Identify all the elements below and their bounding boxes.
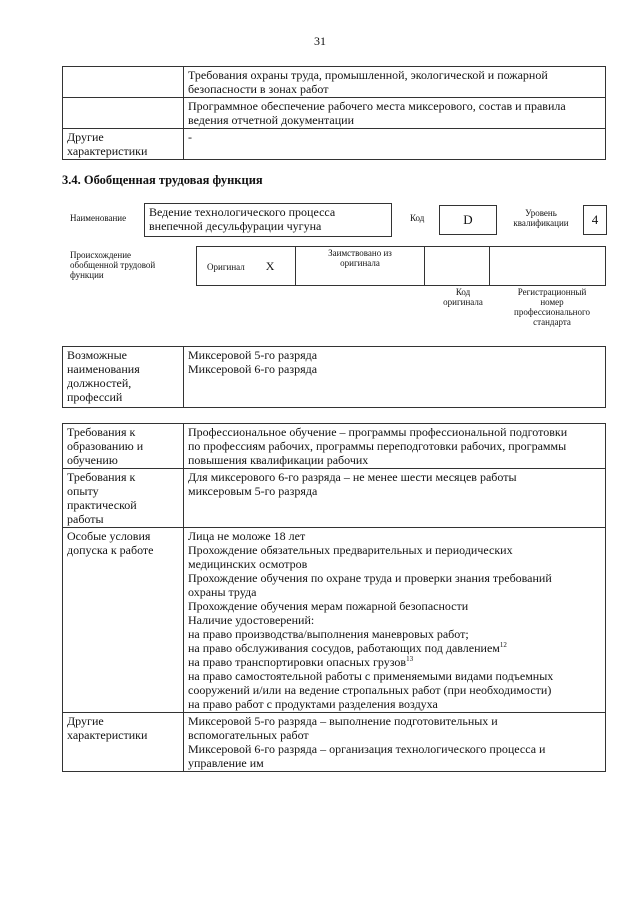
text-line: Ведение технологического процесса	[149, 205, 336, 219]
text-line: профессионального	[514, 307, 590, 317]
origin-label	[70, 250, 155, 280]
text-line: повышения квалификации рабочих	[188, 453, 369, 467]
text-line: образованию и	[67, 439, 144, 453]
text-line: практической	[67, 498, 137, 512]
original-cell	[197, 247, 296, 286]
footnote-ref: 12	[499, 641, 507, 649]
text-line: Заимствовано из	[328, 248, 392, 258]
table-label-cell	[63, 424, 184, 469]
text-line: характеристики	[67, 728, 148, 742]
text-line: Регистрационный	[517, 287, 587, 297]
text-line: вспомогательных работ	[188, 728, 309, 742]
text-span: на право обслуживания сосудов, работающих под давлением	[188, 641, 500, 655]
code-label: Код	[410, 213, 425, 223]
table-row	[63, 67, 606, 98]
text-line: характеристики	[67, 144, 148, 158]
text-line: должностей,	[67, 376, 132, 390]
text-line: безопасности в зонах работ	[188, 82, 329, 96]
text-line: номер	[540, 297, 564, 307]
text-line: Миксеровой 5-го разряда – выполнение подготовительных и	[188, 714, 498, 728]
text-line: Возможные	[67, 348, 127, 362]
text-line: наименования	[67, 362, 140, 376]
table-label-cell	[63, 469, 184, 528]
level-label	[505, 208, 577, 228]
text-line: охраны труда	[188, 585, 257, 599]
text-line: Другие	[67, 130, 104, 144]
text-line: на право работ с продуктами разделения воздуха	[188, 697, 438, 711]
table-row	[63, 347, 606, 408]
text-line: по профессиям рабочих, программы переподготовки рабочих, программы	[188, 439, 567, 453]
table-row	[63, 129, 606, 160]
text-line: стандарта	[533, 317, 571, 327]
table-label-cell	[63, 347, 184, 408]
text-line: на право производства/выполнения маневровых работ;	[188, 627, 469, 641]
original-label: Оригинал	[207, 262, 245, 272]
text-line: сооружений и/или на ведение стропальных работ (при необходимости)	[188, 683, 552, 697]
top-table	[62, 66, 606, 160]
table-content-cell	[184, 424, 606, 469]
text-line: Происхождение	[70, 250, 132, 260]
table-content-cell	[184, 469, 606, 528]
text-line: функции	[70, 270, 104, 280]
table-content-cell	[184, 98, 606, 129]
original-mark: X	[265, 259, 275, 273]
text-line: на право самостоятельной работы с применяемыми видами подъемных	[188, 669, 554, 683]
code-value-box	[439, 205, 497, 235]
text-line: Для миксерового 6-го разряда – не менее шести месяцев работы	[188, 470, 517, 484]
text-line: Код	[455, 287, 471, 297]
text-span: на право транспортировки опасных грузов	[188, 655, 407, 669]
code-original-cell	[425, 247, 490, 286]
text-line: управление им	[188, 756, 264, 770]
text-line: работы	[67, 512, 104, 526]
name-label: Наименование	[70, 213, 127, 223]
page-number: 31	[314, 34, 326, 48]
text-line	[188, 641, 601, 655]
table-content-cell	[184, 67, 606, 98]
text-line: оригинала	[443, 297, 483, 307]
text-line: Миксеровой 6-го разряда – организация технологического процесса и	[188, 742, 546, 756]
text-line: Требования охраны труда, промышленной, экологической и пожарной	[188, 68, 548, 82]
table-row	[63, 713, 606, 772]
text-line: Прохождение обязательных предварительных и периодических	[188, 543, 513, 557]
text-line: опыту	[67, 484, 99, 498]
table-label-cell	[63, 67, 184, 98]
table-row	[63, 424, 606, 469]
text-line: обучению	[67, 453, 118, 467]
text-line: Миксеровой 6-го разряда	[188, 362, 318, 376]
text-line: допуска к работе	[67, 543, 154, 557]
text-line: ведения отчетной документации	[188, 113, 355, 127]
name-value-box	[144, 203, 392, 237]
table-content-cell	[184, 347, 606, 408]
text-line: Особые условия	[67, 529, 151, 543]
table-row	[63, 528, 606, 713]
text-line: Требования к	[67, 470, 136, 484]
text-line: Требования к	[67, 425, 136, 439]
table-row	[197, 247, 606, 286]
text-line: Программное обеспечение рабочего места миксерового, состав и правила	[188, 99, 566, 113]
text-line: медицинских осмотров	[188, 557, 308, 571]
text-line: квалификации	[513, 218, 569, 228]
table-row	[63, 469, 606, 528]
table-label-cell	[63, 528, 184, 713]
text-line: Прохождение обучения мерам пожарной безопасности	[188, 599, 469, 613]
requirements-table	[62, 423, 606, 772]
text-line: Миксеровой 5-го разряда	[188, 348, 318, 362]
table-content-cell	[184, 129, 606, 160]
borrowed-cell	[296, 247, 425, 286]
footnote-ref: 13	[406, 655, 414, 663]
table-label-cell	[63, 129, 184, 160]
code-original-caption	[430, 287, 496, 307]
text-line: Уровень	[525, 208, 557, 218]
table-content-cell	[184, 713, 606, 772]
origin-table	[196, 246, 606, 286]
table-label-cell	[63, 98, 184, 129]
table-row	[63, 98, 606, 129]
positions-table	[62, 346, 606, 408]
code-value: D	[463, 212, 473, 227]
text-line: профессий	[67, 390, 123, 404]
text-line	[188, 655, 601, 669]
table-label-cell	[63, 713, 184, 772]
section-title: 3.4. Обобщенная трудовая функция	[62, 173, 263, 187]
text-line: Профессиональное обучение – программы профессиональной подготовки	[188, 425, 568, 439]
reg-number-caption	[500, 287, 604, 327]
text-line: Другие	[67, 714, 104, 728]
text-line: -	[188, 130, 192, 144]
level-value-box	[583, 205, 607, 235]
text-line: Прохождение обучения по охране труда и проверки знания требований	[188, 571, 552, 585]
text-line: обобщенной трудовой	[70, 260, 156, 270]
text-line: миксеровым 5-го разряда	[188, 484, 318, 498]
table-content-cell	[184, 528, 606, 713]
text-line: внепечной десульфурации чугуна	[149, 219, 322, 233]
text-line: Лица не моложе 18 лет	[188, 529, 306, 543]
text-line: Наличие удостоверений:	[188, 613, 315, 627]
reg-number-cell	[490, 247, 606, 286]
text-line: оригинала	[340, 258, 380, 268]
level-value: 4	[591, 212, 599, 227]
